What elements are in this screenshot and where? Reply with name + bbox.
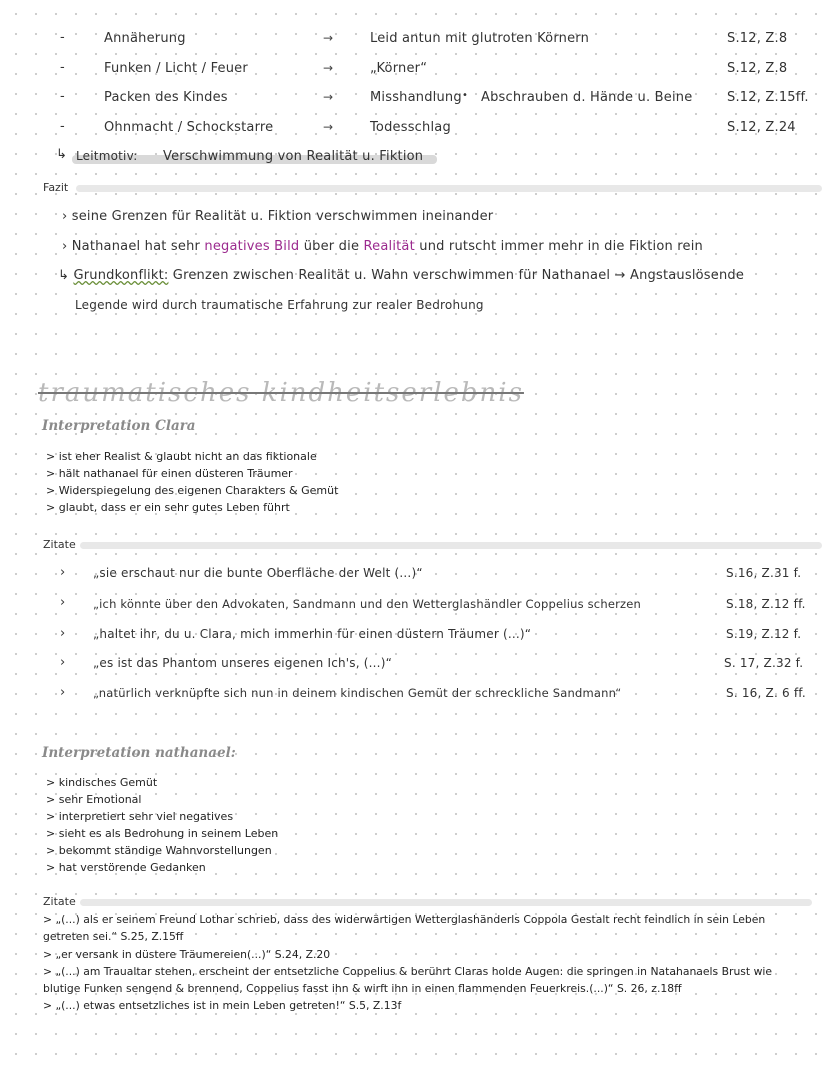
quote-text: „haltet ihr, du u. Clara, mich immerhin für einen düstern Träumer (...)“ bbox=[93, 627, 532, 641]
dot-icon: • bbox=[462, 90, 469, 101]
fazit-line: Legende wird durch traumatische Erfahrung zur realer Bedrohung bbox=[75, 298, 484, 312]
page-ref: S. 17, Z.32 f. bbox=[724, 656, 804, 670]
fazit-line bbox=[62, 239, 703, 254]
list-item: > ist eher Realist & glaubt nicht an das fiktionale bbox=[46, 450, 317, 463]
section-heading-zitate: Zitate bbox=[43, 538, 76, 551]
fazit-emphasis: Realität bbox=[363, 239, 415, 254]
fazit-line bbox=[58, 268, 744, 283]
motif-right-extra: Abschrauben d. Hände u. Beine bbox=[481, 90, 693, 105]
bullet: › bbox=[60, 565, 66, 580]
section-heading-fazit: Fazit bbox=[43, 181, 69, 194]
bullet: - bbox=[60, 89, 65, 104]
bullet: - bbox=[60, 119, 65, 134]
page-ref: S.12, Z.8 bbox=[727, 31, 788, 46]
motif-right: Leid antun mit glutroten Körnern bbox=[370, 31, 590, 46]
list-item: > hat verstörende Gedanken bbox=[46, 861, 206, 874]
quote-text: „sie erschaut nur die bunte Oberfläche der Welt (...)“ bbox=[93, 566, 423, 580]
motif-left: Funken / Licht / Feuer bbox=[104, 61, 248, 76]
quote-line: > „er versank in düstere Träumereien(...)“ S.24, Z.20 bbox=[43, 948, 331, 961]
section-heading-zitate: Zitate bbox=[43, 895, 76, 908]
leitmotiv-text: Verschwimmung von Realität u. Fiktion bbox=[163, 149, 424, 164]
quote-line: > „(...) als er seinem Freund Lothar schrieb, dass des widerwärtigen Wetterglashänderls Coppola Gestalt recht feindlich in sein Leben bbox=[43, 913, 766, 926]
arrow-icon: → bbox=[323, 90, 334, 104]
interpretation-nathanael-heading: Interpretation nathanael: bbox=[42, 745, 236, 761]
fazit-line: › seine Grenzen für Realität u. Fiktion verschwimmen ineinander bbox=[62, 209, 494, 224]
list-item: > interpretiert sehr viel negatives bbox=[46, 810, 234, 823]
page-ref: S.18, Z.12 ff. bbox=[726, 597, 806, 611]
page-ref: S. 16, Z. 6 ff. bbox=[726, 686, 806, 700]
quote-line: > „(...) am Traualtar stehen, erscheint der entsetzliche Coppelius & berührt Claras holde Augen: die springen in Natahanaels Brust wie bbox=[43, 965, 773, 978]
quote-text: „ich könnte über den Advokaten, Sandmann und den Wetterglashändler Coppelius scherzen bbox=[93, 597, 642, 611]
bullet: › bbox=[60, 595, 66, 610]
quote-line: getreten sei.“ S.25, Z.15ff bbox=[43, 930, 184, 943]
arrow-icon: → bbox=[323, 61, 334, 75]
list-item: > hält nathanael für einen düsteren Träumer bbox=[46, 467, 293, 480]
motif-left: Packen des Kindes bbox=[104, 90, 228, 105]
list-item: > sehr Emotional bbox=[46, 793, 142, 806]
heading-rule bbox=[80, 542, 822, 549]
grundkonflikt-label: Grundkonflikt: bbox=[73, 268, 169, 283]
section-title: traumatisches kindheitserlebnis bbox=[38, 378, 524, 408]
motif-left: Ohnmacht / Schockstarre bbox=[104, 120, 274, 135]
quote-line: > „(...) etwas entsetzliches ist in mein Leben getreten!“ S.5, Z.13f bbox=[43, 999, 402, 1012]
list-item: > bekommt ständige Wahnvorstellungen bbox=[46, 844, 272, 857]
fazit-text: › Nathanael hat sehr bbox=[62, 239, 201, 254]
page-ref: S.19, Z.12 f. bbox=[726, 627, 802, 641]
motif-right: Misshandlung bbox=[370, 90, 462, 105]
list-item: > kindisches Gemüt bbox=[46, 776, 158, 789]
heading-rule bbox=[80, 899, 812, 906]
bullet: › bbox=[60, 655, 66, 670]
fazit-text: Grenzen zwischen Realität u. Wahn verschwimmen für Nathanael → Angstauslösende bbox=[172, 268, 745, 283]
fazit-text: über die bbox=[303, 239, 360, 254]
interpretation-clara-heading: Interpretation Clara bbox=[42, 418, 196, 434]
arrow-icon: → bbox=[323, 31, 334, 45]
bullet: › bbox=[60, 685, 66, 700]
bullet: › bbox=[60, 626, 66, 641]
page-ref: S.12, Z.15ff. bbox=[727, 90, 809, 105]
page-ref: S.12, Z.8 bbox=[727, 61, 788, 76]
list-item: > sieht es als Bedrohung in seinem Leben bbox=[46, 827, 279, 840]
motif-left: Annäherung bbox=[104, 31, 186, 46]
fazit-text: und rutscht immer mehr in die Fiktion rein bbox=[419, 239, 703, 254]
page-ref: S.16, Z.31 f. bbox=[726, 566, 802, 580]
page-ref: S.12, Z.24 bbox=[727, 120, 796, 135]
quote-text: „natürlich verknüpfte sich nun in deinem kindischen Gemüt der schreckliche Sandmann“ bbox=[93, 686, 622, 700]
quote-text: „es ist das Phantom unseres eigenen Ich's, (...)“ bbox=[93, 656, 392, 670]
heading-rule bbox=[76, 185, 822, 192]
quote-line: blutige Funken sengend & brennend, Coppelius fasst ihn & wirft ihn in einen flammenden Feuerkreis.(...)“ S. 26, z.18ff bbox=[43, 982, 682, 995]
leitmotiv-label: Leitmotiv: bbox=[76, 149, 138, 163]
return-arrow-icon: ↳ bbox=[56, 147, 68, 162]
list-item: > Widerspiegelung des eigenen Charakters & Gemüt bbox=[46, 484, 339, 497]
bullet: - bbox=[60, 30, 65, 45]
motif-right: Todesschlag bbox=[370, 120, 451, 135]
list-item: > glaubt, dass er ein sehr gutes Leben führt bbox=[46, 501, 290, 514]
arrow-icon: → bbox=[323, 120, 334, 134]
motif-right: „Körner“ bbox=[370, 61, 428, 76]
bullet: - bbox=[60, 60, 65, 75]
return-arrow-icon: ↳ bbox=[58, 268, 70, 283]
fazit-emphasis: negatives Bild bbox=[204, 239, 300, 254]
